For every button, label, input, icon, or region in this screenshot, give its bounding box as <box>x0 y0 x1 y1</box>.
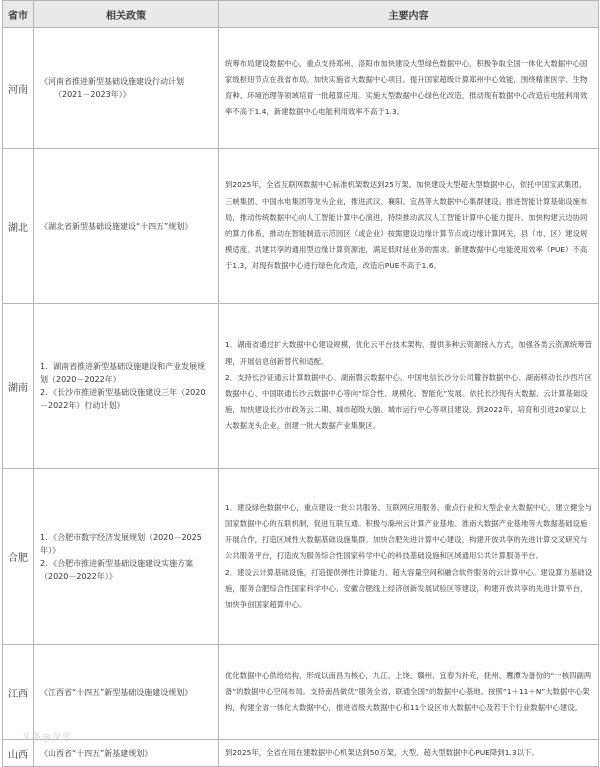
policy-cell <box>34 28 219 149</box>
policy-text: 2．《长沙市推进新型基础设施建设三年（2020－2022年）行动计划》 <box>40 388 206 410</box>
table-header-row <box>3 1 599 28</box>
table-row <box>3 149 599 304</box>
policy-text: 《山西省“十四五”新基建规划》 <box>40 748 153 758</box>
policy-text: 2．《合肥市推进新型基础设施建设实施方案（2020－2022年）》 <box>40 558 194 581</box>
content-paragraph: 统筹布局建设数据中心，重点支持郑州、洛阳市加快建设大型绿色数据中心，积极争取全国一体化大数据中心国家级枢纽节点在我省布局。加快实施省大数据中心项目。提升国家超级计算郑州中心效能，围绕精准医学、生物育种、环境治理等领域培育一批超算应用。实施大型数据中心绿色化改造，推动现有数据中心改造后电能利用效率不高于1.4，新建数据中心电能利用效率不高于1.3。 <box>225 58 588 117</box>
policy-text: 《江西省“十四五”新型基础设施建设规划》 <box>40 687 193 697</box>
content-cell <box>219 645 599 740</box>
content-paragraph: 1．湖南省通过扩大数据中心建设规模，优化云平台技术架构，提供多种云资源接入方式，加强各类云资源统筹管理，开展信息创新替代和适配。 <box>225 340 593 366</box>
policy-cell <box>34 304 219 469</box>
content-paragraph: 2．建设云计算基础设施，打造提供弹性计算能力、超大容量空间和融合软件服务的云计算中心。建设算力基础设施，服务合肥综合性国家科学中心、安徽合肥线上经济创新发展试验区等建设，构建开放共享的先进计算平台，加快争创国家超算中心。 <box>225 567 593 609</box>
content-paragraph: 到2025年，全省互联网数据中心标准机架数达到25万架。加快建设大型超大型数据中心，依托中国宝武集团、三峡集团、中国水电集团等龙头企业，推进武汉、襄阳、宜昌等大数据中心集群建设。推进智能计算基础设施布局，推动传统数据中心向人工智能计算中心演进，持续推动武汉人工智能计算中心能力提升。加快构建云边协同的算力体系，推动在智能制造示范园区（或企业）按需建设边缘计算节点或边缘计算网关，县（市、区）建设规模适度、共建共享的通用型边缘计算资源池，满足低时延业务的需求。新建数据中心电能使用效率（PUE）不高于1.3，对现有数据中心进行绿色化改造，改造后PUE不高于1.6。 <box>225 180 588 271</box>
province-cell: 湖南 <box>3 304 34 469</box>
province-cell: 江西 <box>3 645 34 740</box>
content-cell <box>219 469 599 645</box>
policy-cell <box>34 149 219 304</box>
content-paragraph: 优化数据中心供给结构，形成以南昌为核心，九江、上饶、赣州、宜春为补充，抚州、鹰潭为备份的“一核四副两备”的数据中心空间布局。支持南昌做优“服务全省、联通全国”的数据中心基地。按照“1＋11＋N”大数据中心架构，构建全省一体化大数据中心，推进省级大数据中心和11个设区市大数据中心及若干个行业数据中心建设。 <box>225 670 592 713</box>
content-paragraph: 到2025年，全省在用在建数据中心机架达到50万架，大型、超大型数据中心PUE降到1.3以下。 <box>225 747 539 757</box>
policy-cell <box>34 469 219 645</box>
province-cell: 山西 <box>3 740 34 767</box>
table-row <box>3 469 599 645</box>
header-province: 省市 <box>3 1 34 28</box>
province-cell: 合肥 <box>3 469 34 645</box>
table-row <box>3 740 599 767</box>
policy-text: 《湖北省新型基础设施建设“十四五”规划》 <box>40 221 193 231</box>
content-cell <box>219 304 599 469</box>
policy-text: （2021－2023年）》 <box>54 90 131 99</box>
policy-cell <box>34 740 219 767</box>
province-cell: 湖北 <box>3 149 34 304</box>
table-row <box>3 28 599 149</box>
policy-cell <box>34 645 219 740</box>
header-content: 主要内容 <box>219 1 599 28</box>
watermark: 头条@深思 <box>22 733 73 743</box>
policy-text: 1．《合肥市数字经济发展规划（2020－2025年）》 <box>40 532 202 555</box>
content-paragraph: 1．建设绿色数据中心，重点建设一批公共服务、互联网应用服务、重点行业和大型企业大数据中心，建立健全与国家数据中心的互联机制，促进互联互通。积极与滁州云计算产业基地、淮南大数据产业基地等大数据基础设施开展合作，打造区域性大数据基础设施集群。加快合肥先进计算中心建设，构建开放共享的先进计算交叉研究与公共服务平台，打造成为服务综合性国家科学中心的科技基础设施和区域通用公共计算服务平台。 <box>225 502 593 561</box>
table-row <box>3 304 599 469</box>
content-paragraph: 2．支持长沙证通云计算数据中心、湖南磐云数据中心、中国电信长沙分公司麓谷数据中心、湖南移动长沙西片区数据中心、中国联通长沙云数据中心等向“综合性、规模化、智能化”发展。依托长沙现有大数据、云计算基础设施，加快建设长沙市政务云二期、城市超级大脑、城市运行中心等项目建设。到2022年，培育和引进20家以上大数据龙头企业，创建一批大数据产业集聚区。 <box>225 372 593 431</box>
policy-text: 《河南省推进新型基础设施建设行动计划 <box>40 77 184 86</box>
content-cell <box>219 28 599 149</box>
table-row <box>3 645 599 740</box>
policy-table <box>2 0 599 767</box>
content-cell <box>219 740 599 767</box>
content-cell <box>219 149 599 304</box>
header-policy: 相关政策 <box>34 1 219 28</box>
policy-text: 1．湖南省推进新型基础设施建设和产业发展规划（2020－2022年） <box>40 362 206 384</box>
province-cell: 河南 <box>3 28 34 149</box>
